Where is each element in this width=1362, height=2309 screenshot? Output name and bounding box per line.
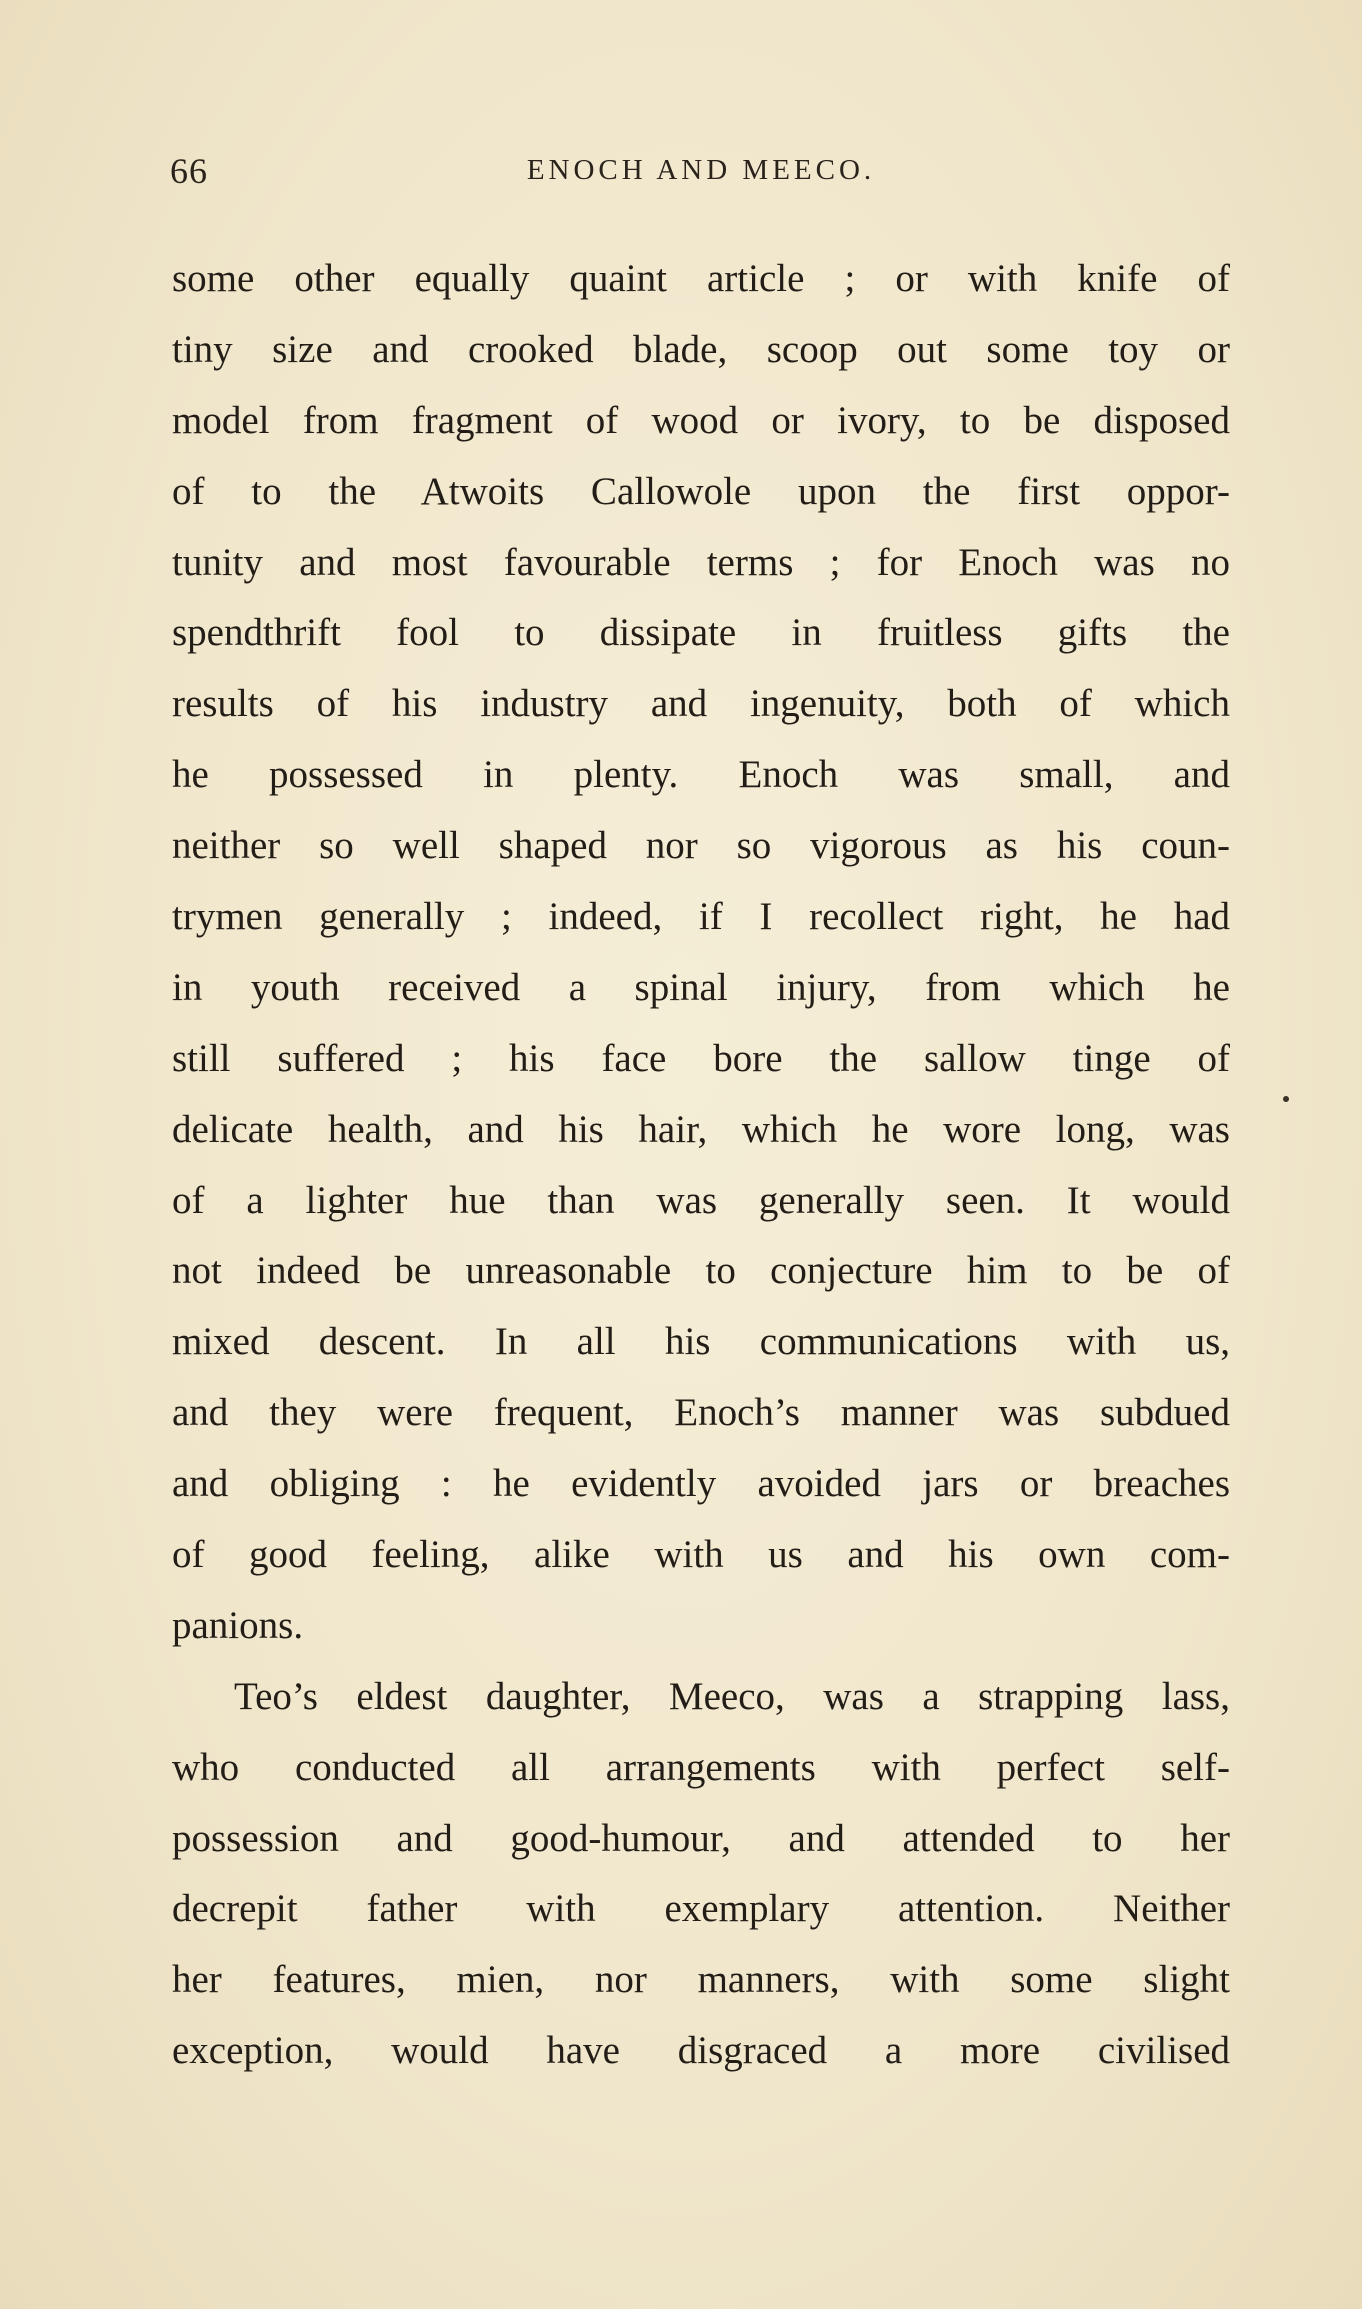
text-line: Teo’s eldest daughter, Meeco, was a strapping lass, bbox=[234, 1674, 1230, 1718]
text-line: possession and good-humour, and attended to her bbox=[172, 1816, 1230, 1860]
text-line: not indeed be unreasonable to conjecture him to be of bbox=[172, 1249, 1230, 1293]
text-line: he possessed in plenty. Enoch was small, and bbox=[172, 753, 1230, 797]
text-line: still suffered ; his face bore the sallow tinge of bbox=[172, 1036, 1230, 1080]
paragraph-2 bbox=[172, 1662, 1230, 2087]
text-line: results of his industry and ingenuity, both of which bbox=[172, 682, 1230, 726]
text-line: tunity and most favourable terms ; for Enoch was no bbox=[172, 540, 1230, 584]
text-line: model from fragment of wood or ivory, to be disposed bbox=[172, 398, 1230, 442]
text-line: of to the Atwoits Callowole upon the first oppor- bbox=[172, 469, 1230, 513]
text-line: some other equally quaint article ; or with knife of bbox=[172, 257, 1230, 300]
text-line: of good feeling, alike with us and his own com- bbox=[172, 1533, 1230, 1577]
text-line: spendthrift fool to dissipate in fruitless gifts the bbox=[172, 611, 1230, 655]
paragraph-1 bbox=[172, 244, 1230, 1662]
body-text bbox=[172, 244, 1230, 2087]
running-head: ENOCH AND MEECO. bbox=[526, 154, 876, 186]
text-line: trymen generally ; indeed, if I recollect right, he had bbox=[172, 895, 1230, 939]
text-line: tiny size and crooked blade, scoop out some toy or bbox=[172, 327, 1230, 371]
text-line: panions. bbox=[172, 1603, 304, 1647]
page-number: 66 bbox=[170, 151, 208, 191]
page-header bbox=[170, 150, 1232, 200]
text-line: in youth received a spinal injury, from which he bbox=[172, 965, 1230, 1009]
text-line: who conducted all arrangements with perfect self- bbox=[172, 1745, 1230, 1789]
text-line: her features, mien, nor manners, with some slight bbox=[172, 1958, 1230, 2002]
text-line: exception, would have disgraced a more civilised bbox=[172, 2029, 1230, 2073]
text-line: and they were frequent, Enoch’s manner was subdued bbox=[172, 1391, 1230, 1435]
text-line: mixed descent. In all his communications with us, bbox=[172, 1320, 1230, 1364]
text-line: and obliging : he evidently avoided jars or breaches bbox=[172, 1462, 1230, 1506]
ink-speck bbox=[1282, 1095, 1290, 1103]
text-line: neither so well shaped nor so vigorous as his coun- bbox=[172, 824, 1230, 868]
text-line: decrepit father with exemplary attention. Neither bbox=[172, 1887, 1230, 1931]
text-line: delicate health, and his hair, which he wore long, was bbox=[172, 1107, 1230, 1151]
text-line: of a lighter hue than was generally seen. It would bbox=[172, 1178, 1230, 1222]
